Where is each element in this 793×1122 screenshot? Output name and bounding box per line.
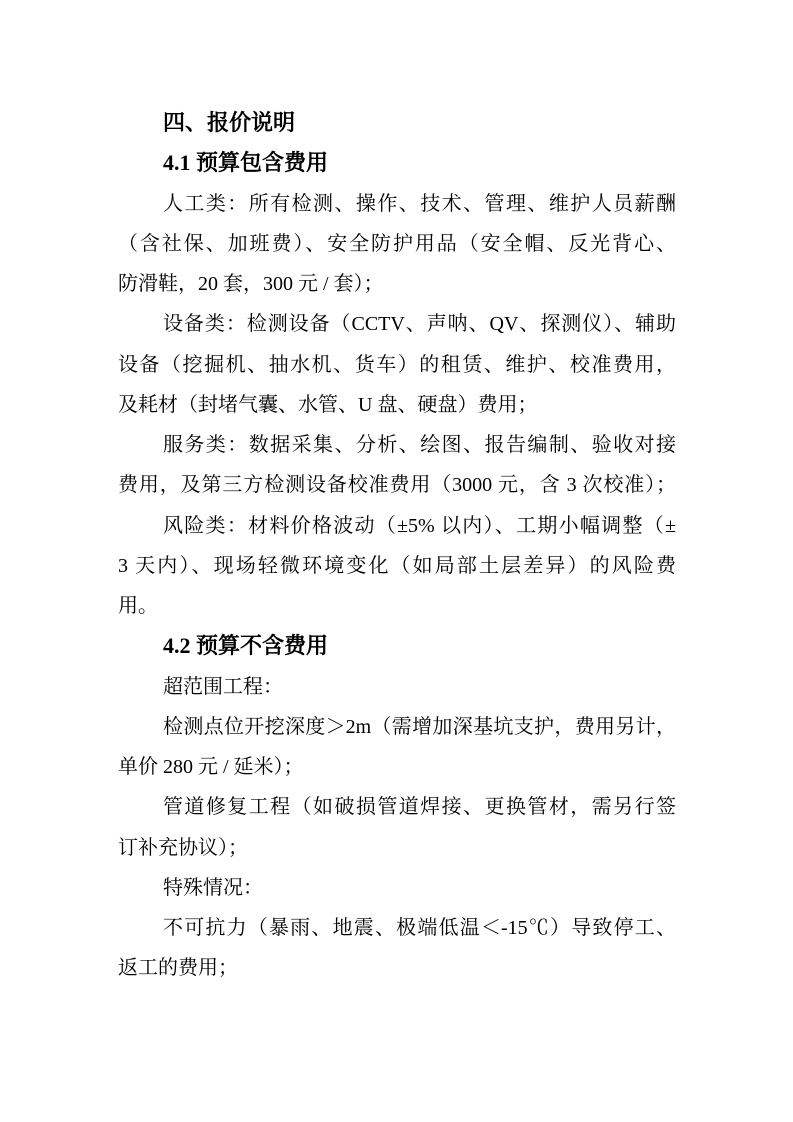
para-pipe-repair-line-2: 订补充协议）；: [118, 836, 248, 859]
para-labor-line-2: （含社保、加班费）、安全防护用品（安全帽、反光背心、: [118, 232, 676, 255]
para-special-cases-label: 特殊情况：: [163, 876, 263, 899]
para-risk-line-3: 用。: [118, 595, 158, 617]
section-4-2-title: 4.2 预算不含费用: [163, 633, 329, 659]
para-excavation-line-1: 检测点位开挖深度＞2m（需增加深基坑支护，费用另计，: [163, 715, 676, 738]
para-pipe-repair-line-1: 管道修复工程（如破损管道焊接、更换管材，需另行签: [163, 796, 676, 819]
para-service-line-1: 服务类：数据采集、分析、绘图、报告编制、验收对接: [163, 434, 676, 456]
para-labor-line-3: 防滑鞋，20 套，300 元 / 套）；: [118, 273, 384, 295]
para-equipment-line-2: 设备（挖掘机、抽水机、货车）的租赁、维护、校准费用，: [118, 353, 676, 376]
para-service-line-2: 费用，及第三方检测设备校准费用（3000 元，含 3 次校准）；: [118, 474, 676, 497]
para-force-majeure-line-2: 返工的费用；: [118, 957, 238, 980]
para-labor-line-1: 人工类：所有检测、操作、技术、管理、维护人员薪酬: [163, 192, 676, 215]
chapter-heading: 四、报价说明: [163, 110, 296, 135]
para-equipment-line-3: 及耗材（封堵气囊、水管、U 盘、硬盘）费用；: [118, 393, 538, 416]
para-risk-line-1: 风险类：材料价格波动（±5% 以内）、工期小幅调整（±: [163, 514, 676, 537]
para-out-of-scope-label: 超范围工程：: [163, 675, 283, 698]
section-4-1-title: 4.1 预算包含费用: [163, 150, 329, 176]
para-risk-line-2: 3 天内）、现场轻微环境变化（如局部土层差异）的风险费: [118, 554, 676, 577]
para-force-majeure-line-1: 不可抗力（暴雨、地震、极端低温＜-15℃）导致停工、: [163, 917, 676, 939]
para-excavation-line-2: 单价 280 元 / 延米）；: [118, 756, 304, 778]
para-equipment-line-1: 设备类：检测设备（CCTV、声呐、QV、探测仪）、辅助: [163, 313, 676, 336]
